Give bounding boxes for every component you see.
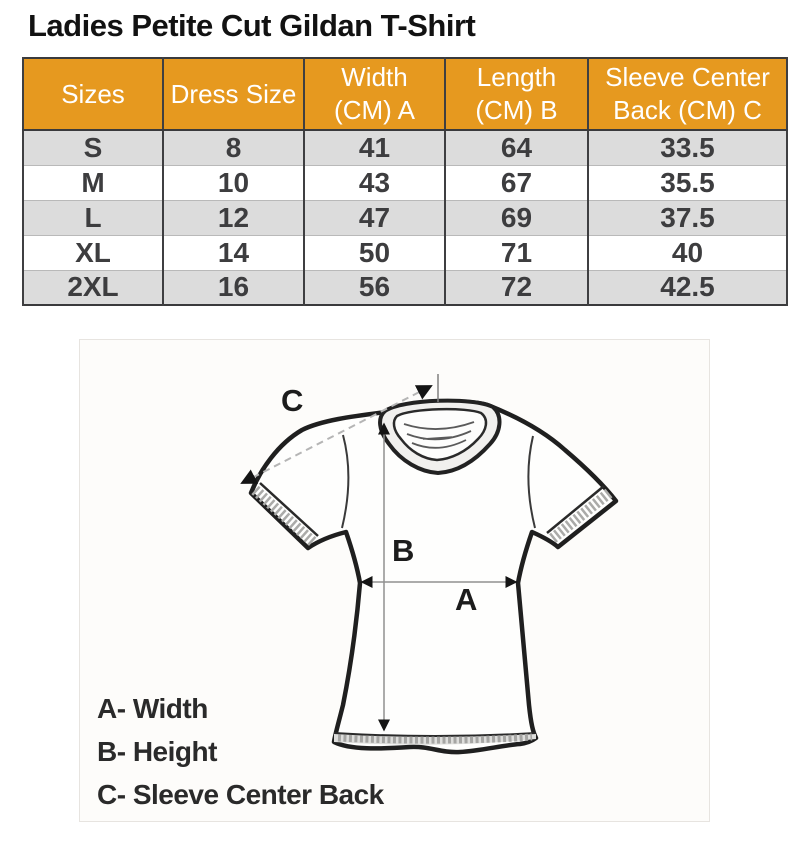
cell-size: L — [23, 200, 163, 235]
legend-item-c: C- Sleeve Center Back — [97, 779, 384, 810]
column-header-sleeve-center-back: Sleeve Center Back (CM) C — [588, 58, 787, 130]
table-row-xl — [23, 235, 787, 270]
cell-size: XL — [23, 235, 163, 270]
column-header-length: Length (CM) B — [445, 58, 588, 130]
column-header-width: Width (CM) A — [304, 58, 445, 130]
diagram-legend — [97, 687, 384, 816]
cell-width: 43 — [304, 165, 445, 200]
cell-length: 69 — [445, 200, 588, 235]
cell-width: 41 — [304, 130, 445, 165]
legend-item-b: B- Height — [97, 736, 217, 767]
label-c: C — [281, 383, 304, 418]
label-a: A — [455, 582, 478, 617]
label-b: B — [392, 533, 415, 568]
cell-length: 64 — [445, 130, 588, 165]
cell-dress-size: 16 — [163, 270, 304, 305]
table-row-s — [23, 130, 787, 165]
cell-dress-size: 14 — [163, 235, 304, 270]
cell-length: 67 — [445, 165, 588, 200]
cell-width: 56 — [304, 270, 445, 305]
measurement-diagram — [79, 339, 710, 822]
page-title: Ladies Petite Cut Gildan T-Shirt — [28, 8, 476, 43]
legend-item-a: A- Width — [97, 693, 208, 724]
cell-sleeve-center-back: 35.5 — [588, 165, 787, 200]
column-header-dress-size: Dress Size — [163, 58, 304, 130]
cell-width: 47 — [304, 200, 445, 235]
table-row-m — [23, 165, 787, 200]
cell-sleeve-center-back: 33.5 — [588, 130, 787, 165]
table-row-2xl — [23, 270, 787, 305]
cell-size: 2XL — [23, 270, 163, 305]
table-row-l — [23, 200, 787, 235]
cell-dress-size: 8 — [163, 130, 304, 165]
cell-sleeve-center-back: 40 — [588, 235, 787, 270]
cell-dress-size: 12 — [163, 200, 304, 235]
table-header-row — [23, 58, 787, 130]
size-chart-table — [22, 57, 788, 306]
cell-size: M — [23, 165, 163, 200]
cell-sleeve-center-back: 42.5 — [588, 270, 787, 305]
cell-size: S — [23, 130, 163, 165]
cell-sleeve-center-back: 37.5 — [588, 200, 787, 235]
cell-width: 50 — [304, 235, 445, 270]
cell-length: 72 — [445, 270, 588, 305]
column-header-sizes: Sizes — [23, 58, 163, 130]
cell-length: 71 — [445, 235, 588, 270]
cell-dress-size: 10 — [163, 165, 304, 200]
